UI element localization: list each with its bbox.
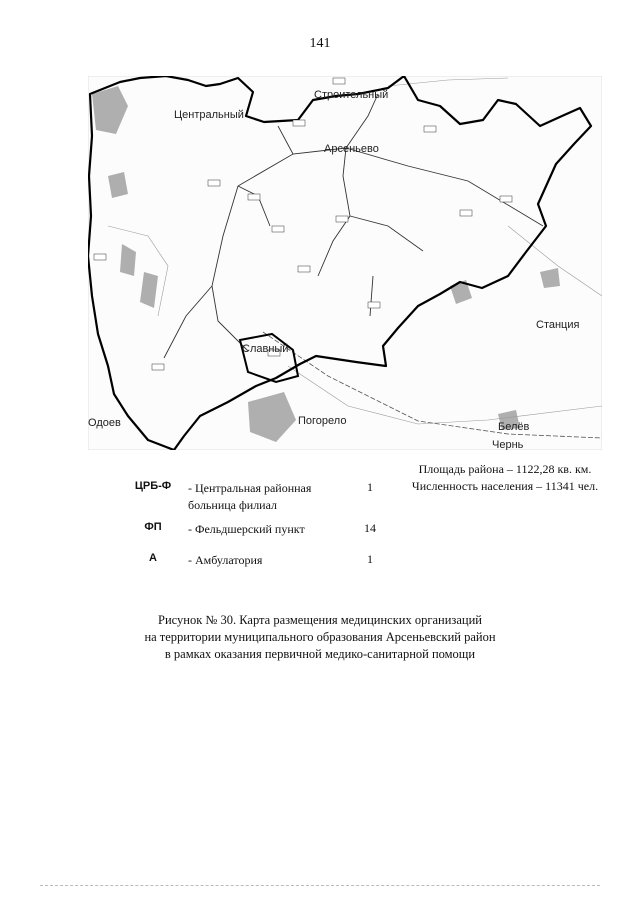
- facility-marker: [460, 210, 472, 216]
- place-label-arsenyevo: Арсеньево: [324, 143, 379, 155]
- page-number: 141: [309, 36, 331, 51]
- facility-marker: [500, 196, 512, 202]
- place-label-stantsiya: Станция: [536, 319, 580, 331]
- legend-description: - Центральная районная больница филиал: [188, 481, 312, 512]
- legend-code: А: [149, 552, 157, 564]
- place-label-chern: Чернь: [492, 439, 524, 450]
- place-label-stroitelny: Строительный: [314, 89, 389, 101]
- figure-caption: [0, 612, 640, 663]
- facility-marker: [248, 194, 260, 200]
- facility-marker: [293, 120, 305, 126]
- facility-marker: [368, 302, 380, 308]
- population-text: Численность населения – 11341 чел.: [411, 479, 599, 493]
- legend-count: 1: [367, 480, 373, 494]
- footer-rule: [40, 885, 600, 886]
- legend-description: - Амбулатория: [188, 553, 263, 567]
- facility-marker: [333, 78, 345, 84]
- area-text: Площадь района – 1122,28 кв. км.: [418, 462, 592, 476]
- legend-code: ФП: [144, 521, 162, 533]
- facility-marker: [298, 266, 310, 272]
- place-label-belyov: Белёв: [498, 421, 530, 433]
- legend-count: 14: [364, 521, 376, 535]
- legend-count: 1: [367, 552, 373, 566]
- legend-code: ЦРБ-Ф: [134, 480, 172, 492]
- place-label-odoev: Одоев: [88, 417, 121, 429]
- facility-marker: [94, 254, 106, 260]
- facility-marker: [208, 180, 220, 186]
- place-label-slavny: Славный: [242, 343, 289, 355]
- caption-line: на территории муниципального образования Арсеньевский район: [144, 630, 496, 644]
- place-label-pogorelo: Погорело: [298, 415, 347, 427]
- caption-line: Рисунок № 30. Карта размещения медицинских организаций: [158, 613, 482, 627]
- facility-marker: [336, 216, 348, 222]
- facility-marker: [152, 364, 164, 370]
- legend-description: - Фельдшерский пункт: [188, 522, 305, 536]
- map-canvas: [88, 76, 602, 450]
- facility-marker: [272, 226, 284, 232]
- facility-marker: [424, 126, 436, 132]
- district-map: [88, 76, 602, 450]
- place-label-tsentralny: Центральный: [174, 109, 244, 121]
- district-stats: [400, 461, 610, 495]
- caption-line: в рамках оказания первичной медико-санитарной помощи: [164, 647, 476, 661]
